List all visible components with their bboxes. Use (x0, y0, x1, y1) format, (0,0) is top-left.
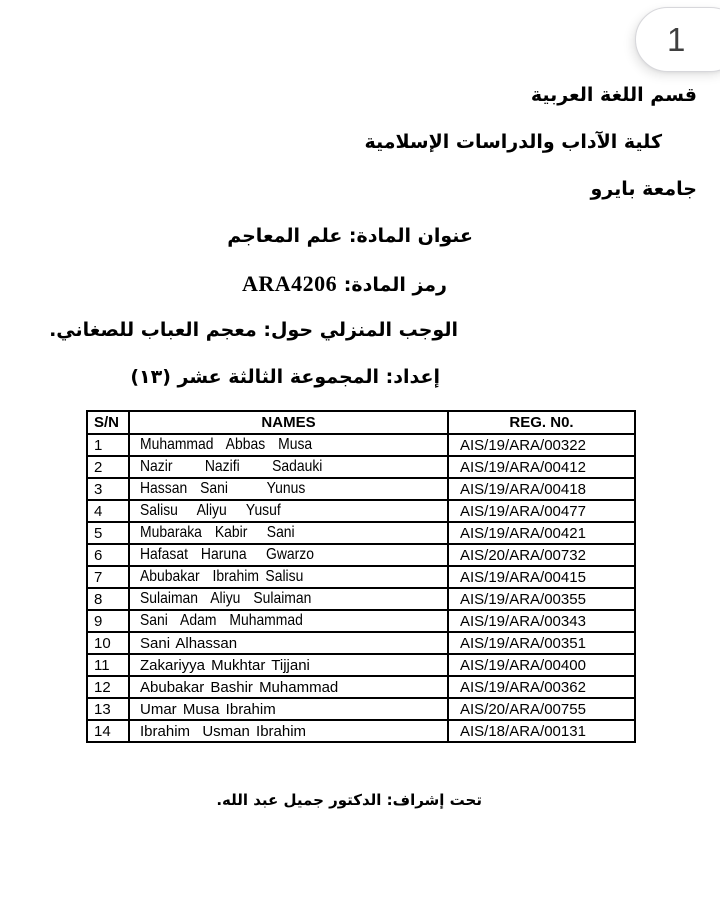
reg-cell: AIS/19/ARA/00400 (448, 654, 635, 676)
table-row (87, 500, 635, 522)
reg-cell: AIS/19/ARA/00355 (448, 588, 635, 610)
name-cell (129, 522, 448, 544)
table-row (87, 720, 635, 742)
reg-cell: AIS/18/ARA/00131 (448, 720, 635, 742)
header-reg-no: REG. N0. (448, 411, 635, 434)
reg-cell: AIS/19/ARA/00412 (448, 456, 635, 478)
name-cell (129, 566, 448, 588)
table-row (87, 456, 635, 478)
sn-cell: 11 (87, 654, 129, 676)
table-row (87, 566, 635, 588)
table-row (87, 588, 635, 610)
table-row (87, 478, 635, 500)
student-name: Nazir Nazifi Sadauki (140, 458, 323, 475)
course-title-line: عنوان المادة: علم المعاجم (227, 225, 473, 247)
sn-cell: 2 (87, 456, 129, 478)
name-cell (129, 676, 448, 698)
reg-cell: AIS/20/ARA/00755 (448, 698, 635, 720)
student-name: Hafasat Haruna Gwarzo (140, 546, 314, 563)
sn-cell: 6 (87, 544, 129, 566)
sn-cell: 13 (87, 698, 129, 720)
name-cell (129, 720, 448, 742)
sn-cell: 3 (87, 478, 129, 500)
name-cell (129, 632, 448, 654)
sn-cell: 14 (87, 720, 129, 742)
reg-cell: AIS/19/ARA/00343 (448, 610, 635, 632)
reg-cell: AIS/19/ARA/00477 (448, 500, 635, 522)
faculty-line: كلية الآداب والدراسات الإسلامية (364, 131, 662, 153)
page-number: 1 (667, 21, 686, 58)
reg-cell: AIS/19/ARA/00351 (448, 632, 635, 654)
table-row (87, 610, 635, 632)
university-line: جامعة بايرو (590, 178, 697, 200)
student-name: Mubaraka Kabir Sani (140, 524, 295, 541)
student-name: Abubakar Bashir Muhammad (140, 678, 339, 696)
sn-cell: 8 (87, 588, 129, 610)
student-name: Ibrahim Usman Ibrahim (140, 722, 307, 740)
student-name: Sani Adam Muhammad (140, 612, 303, 629)
name-cell (129, 698, 448, 720)
sn-cell: 5 (87, 522, 129, 544)
table-row (87, 632, 635, 654)
name-cell (129, 610, 448, 632)
assignment-line: الوجب المنزلي حول: معجم العباب للصغاني. (49, 319, 458, 341)
name-cell (129, 456, 448, 478)
name-cell (129, 544, 448, 566)
student-name: Muhammad Abbas Musa (140, 436, 313, 453)
reg-cell: AIS/19/ARA/00415 (448, 566, 635, 588)
header-sn: S/N (87, 411, 129, 434)
sn-cell: 12 (87, 676, 129, 698)
table-header-row (87, 411, 635, 434)
document-heading (0, 72, 720, 401)
header-names: NAMES (129, 411, 448, 434)
reg-cell: AIS/19/ARA/00418 (448, 478, 635, 500)
table-row (87, 522, 635, 544)
student-name: Abubakar Ibrahim Salisu (140, 568, 304, 585)
name-cell (129, 434, 448, 456)
name-cell (129, 478, 448, 500)
sn-cell: 10 (87, 632, 129, 654)
sn-cell: 9 (87, 610, 129, 632)
name-cell (129, 588, 448, 610)
page-number-badge (635, 7, 720, 72)
name-cell (129, 654, 448, 676)
student-name: Zakariyya Mukhtar Tijjani (140, 656, 310, 674)
student-name: Sulaiman Aliyu Sulaiman (140, 590, 312, 607)
table-row (87, 654, 635, 676)
prepared-by-line: إعداد: المجموعة الثالثة عشر (١٣) (130, 366, 440, 388)
student-roster-table (86, 410, 636, 743)
course-code-label: رمز المادة: (343, 274, 447, 296)
student-name: Umar Musa Ibrahim (140, 700, 276, 718)
course-code-line (0, 260, 720, 307)
supervision-line: تحت إشراف: الدكتور جميل عبد الله. (216, 791, 482, 809)
table-row (87, 544, 635, 566)
reg-cell: AIS/19/ARA/00362 (448, 676, 635, 698)
sn-cell: 4 (87, 500, 129, 522)
sn-cell: 1 (87, 434, 129, 456)
student-name: Sani Alhassan (140, 634, 238, 652)
name-cell (129, 500, 448, 522)
table-row (87, 676, 635, 698)
table-row (87, 434, 635, 456)
reg-cell: AIS/20/ARA/00732 (448, 544, 635, 566)
reg-cell: AIS/19/ARA/00421 (448, 522, 635, 544)
reg-cell: AIS/19/ARA/00322 (448, 434, 635, 456)
course-code: ARA4206 (241, 271, 338, 296)
student-name: Salisu Aliyu Yusuf (140, 502, 281, 519)
table-row (87, 698, 635, 720)
student-name: Hassan Sani Yunus (140, 480, 306, 497)
department-line: قسم اللغة العربية (530, 84, 697, 106)
sn-cell: 7 (87, 566, 129, 588)
